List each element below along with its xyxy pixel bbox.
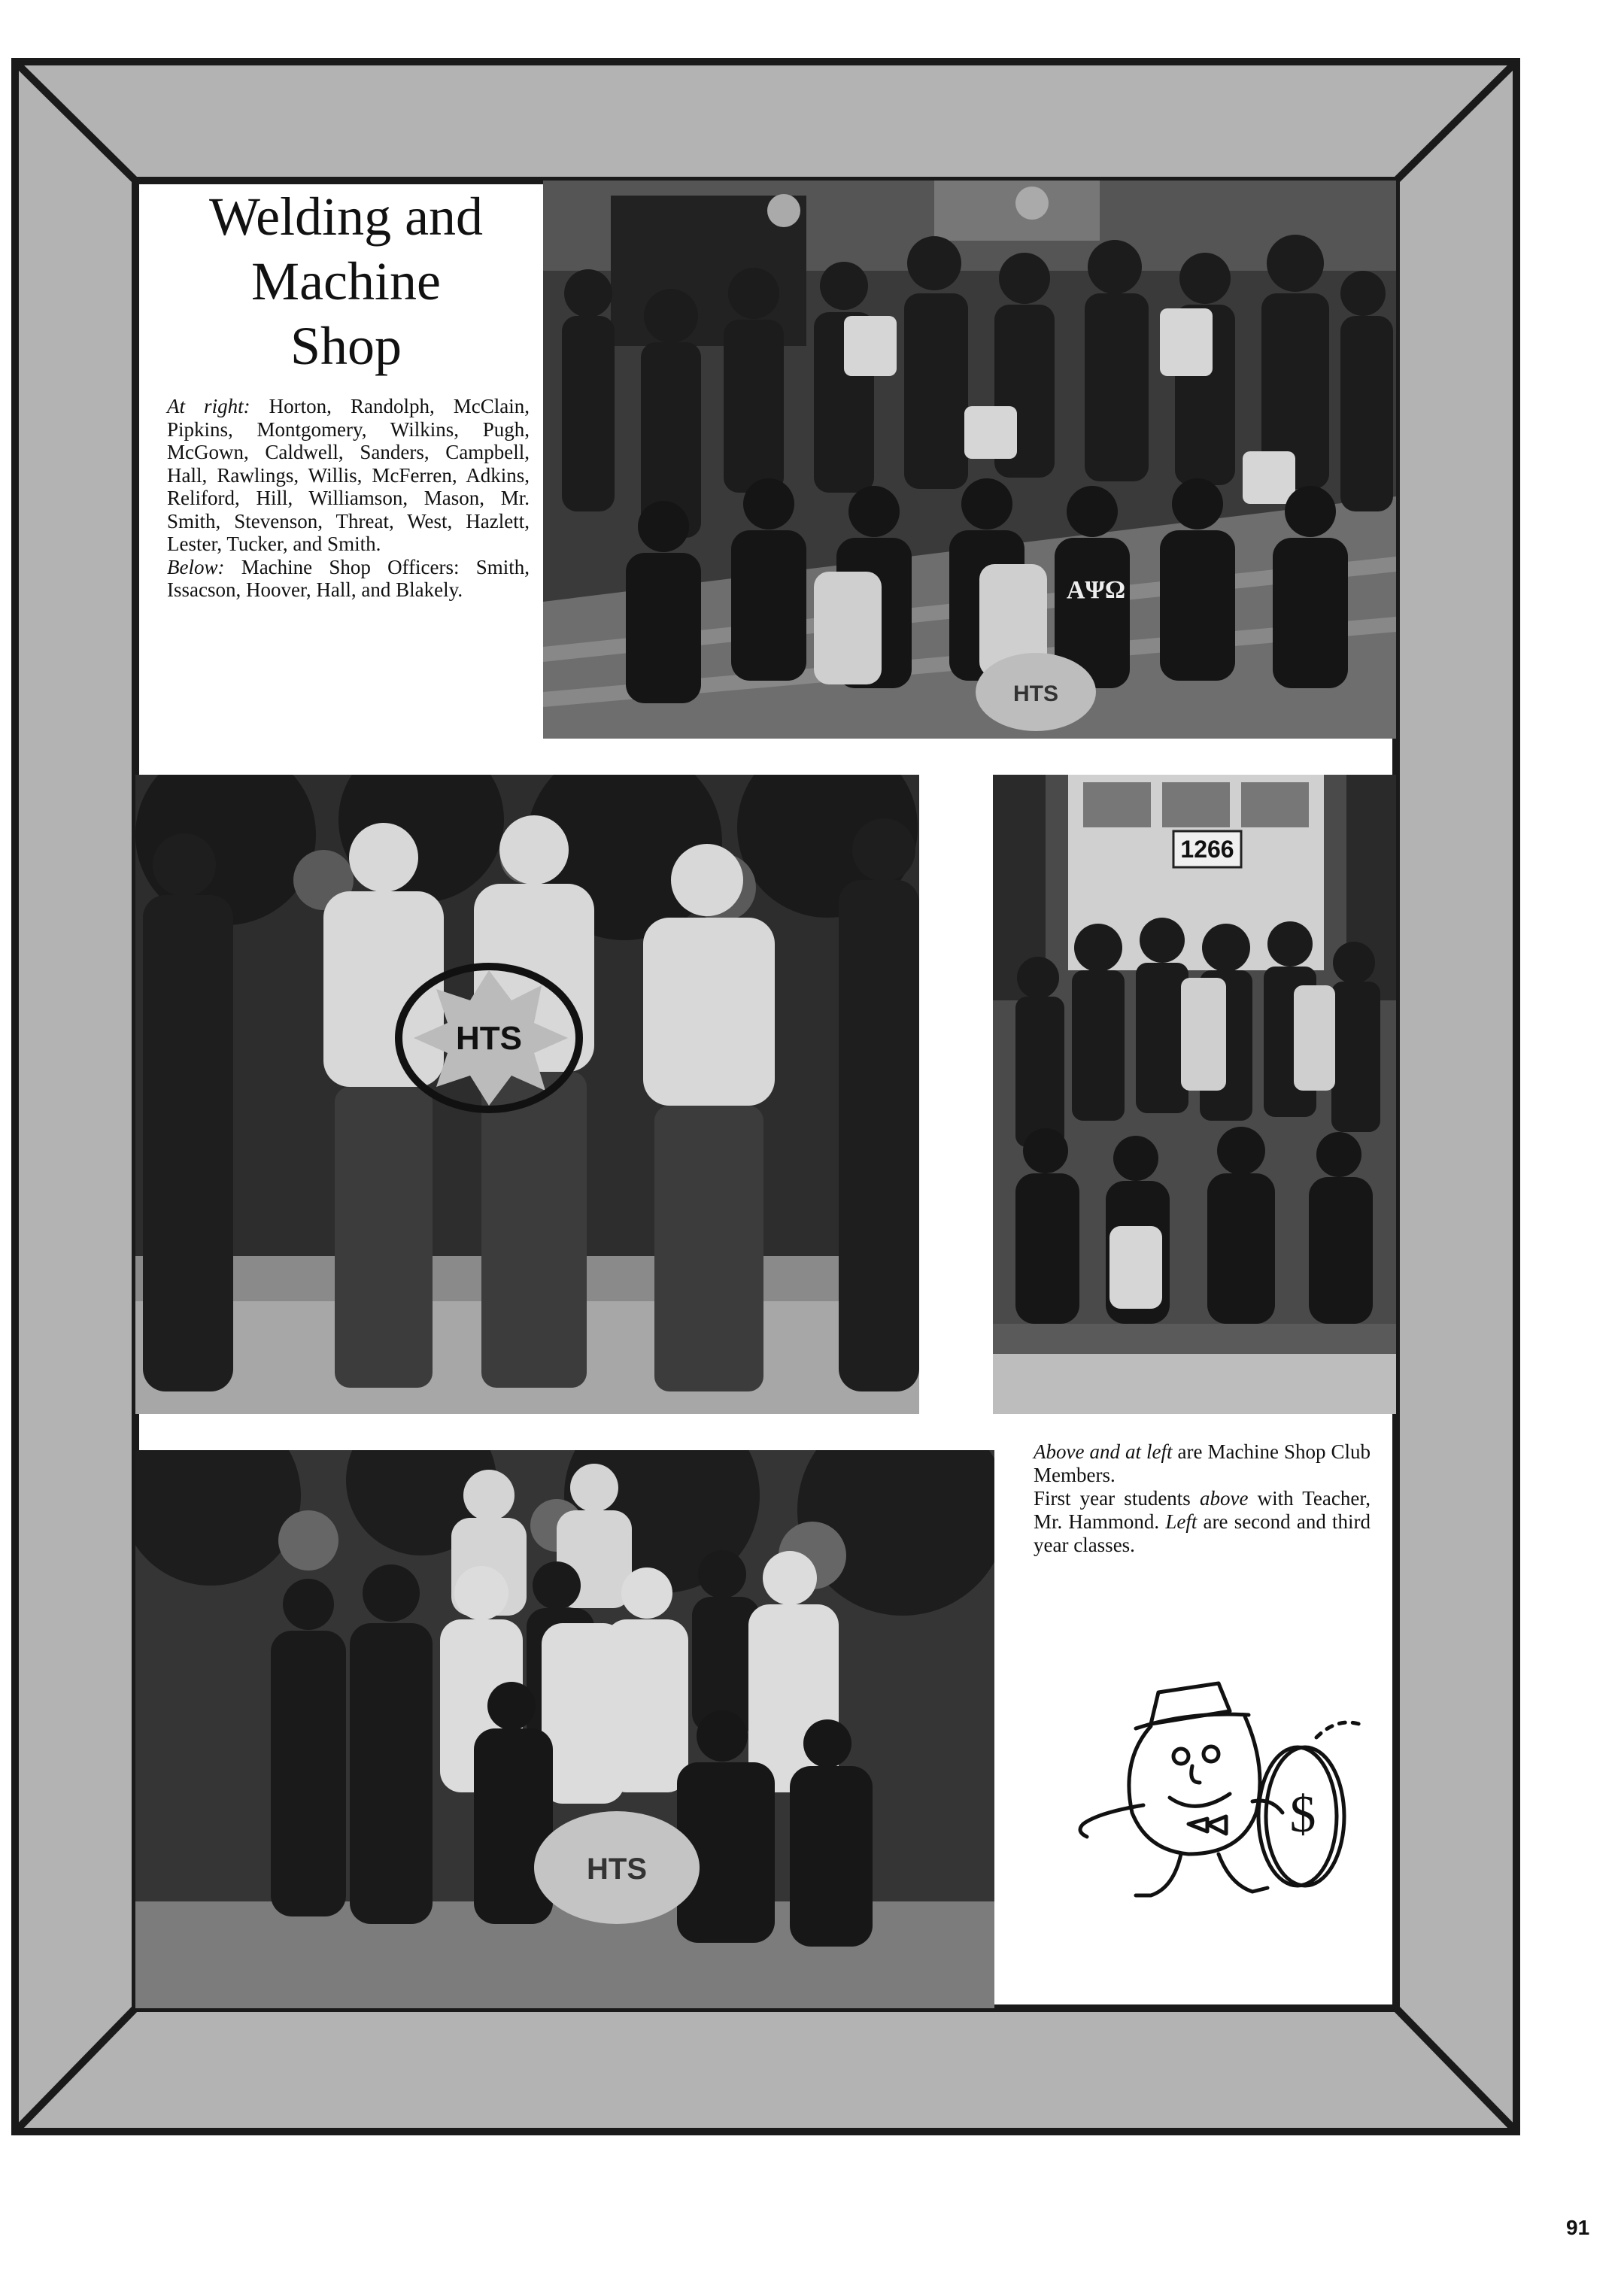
coin-dollar-symbol: $ [1289,1786,1316,1844]
photo-doorway-group [993,775,1396,1414]
side-caption-text-4: are second and third year classes. [1034,1510,1371,1556]
side-caption [1034,1440,1371,1557]
side-caption-text-3: with Teacher, Mr. Hammond. [1034,1487,1371,1533]
caption-label-below: Below: [167,555,225,578]
side-caption-emph-3: Left [1165,1510,1198,1533]
side-caption-text-2: First year students [1034,1487,1200,1510]
title-line-2: Machine [251,251,441,311]
page-number: 91 [1566,2216,1590,2239]
side-caption-emph-2: above [1199,1487,1249,1510]
page-title [143,184,549,378]
class-sign-text: HTS [587,1853,647,1886]
door-number: 1266 [1180,836,1234,863]
photo-second-third-year [135,1450,994,2008]
steps-sign-text: HTS [1013,681,1058,706]
side-caption-text-1: are Machine Shop Club Members. [1034,1440,1371,1486]
officers-sign-text: HTS [456,1020,522,1057]
photo-group-on-steps [543,181,1396,739]
photo-officers [135,775,919,1414]
caption-names-below: Machine Shop Officers: Smith, Issacson, Hoover, Hall, and Blakely. [167,555,530,601]
main-caption [167,395,530,602]
caption-label-right: At right: [167,395,250,417]
title-line-3: Shop [290,316,402,376]
side-caption-emph-1: Above and at left [1034,1440,1173,1463]
title-line-1: Welding and [208,187,484,247]
coin-mascot-illustration [1068,1670,1392,1918]
caption-names-right: Horton, Randolph, McClain, Pipkins, Montgomery, Wilkins, Pugh, McGown, Caldwell, Sanders, Campbell, Hall, Rawlings, Willis, McFerren, Adkins, Reliford, Hill, Williamson, Mason, Mr. Smith, Stevenson, Threat, West, Hazlett, Lester, Tucker, and Smith. [167,395,530,555]
shirt-letters: ΑΨΩ [1066,576,1126,604]
